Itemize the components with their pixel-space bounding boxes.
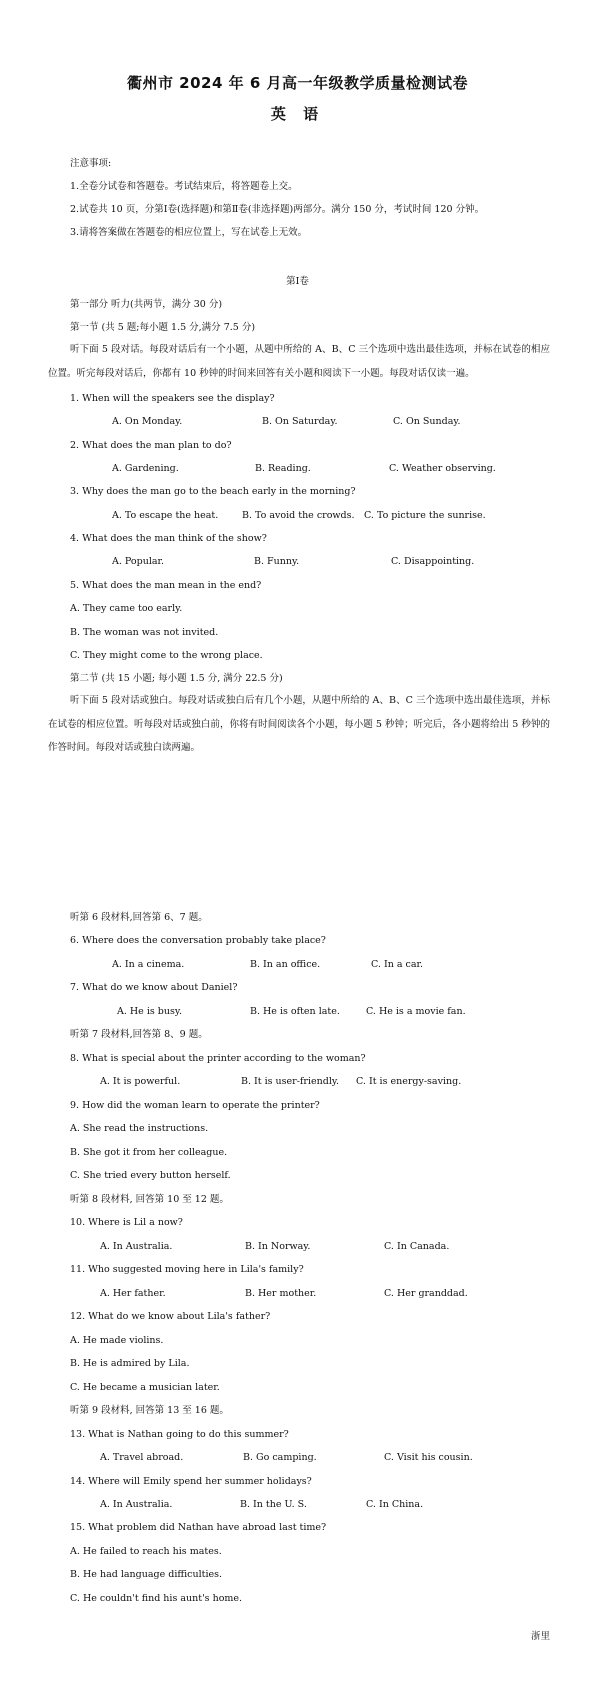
note-item-3: 3.请将答案做在答题卷的相应位置上，写在试卷上无效。 [70,227,308,238]
question-3-option-c: C. To picture the sunrise. [364,510,486,521]
question-9-option-b: B. She got it from her colleague. [70,1147,228,1158]
question-11-option-c: C. Her granddad. [384,1288,468,1299]
question-13-option-b: B. Go camping. [243,1452,317,1463]
question-2-stem: 2. What does the man plan to do? [70,440,232,451]
question-5-option-c: C. They might come to the wrong place. [70,650,263,661]
question-15-option-c: C. He couldn't find his aunt's home. [70,1593,243,1604]
material-7-heading: 听第 7 段材料,回答第 8、9 题。 [70,1029,208,1040]
question-15-option-b: B. He had language difficulties. [70,1569,222,1580]
question-15-option-a: A. He failed to reach his mates. [70,1546,222,1557]
question-5-option-a: A. They came too early. [70,603,183,614]
question-6-option-c: C. In a car. [371,959,424,970]
question-14-option-c: C. In China. [366,1499,424,1510]
section1-heading: 第一节 (共 5 题;每小题 1.5 分,满分 7.5 分) [70,322,256,333]
question-1-option-c: C. On Sunday. [393,416,461,427]
question-13-stem: 13. What is Nathan going to do this summer? [70,1429,289,1440]
question-10-option-a: A. In Australia. [100,1241,173,1252]
question-8-stem: 8. What is special about the printer according to the woman? [70,1053,366,1064]
question-4-option-a: A. Popular. [112,556,165,567]
note-item-1: 1.全卷分试卷和答题卷。考试结束后，将答题卷上交。 [70,181,298,192]
question-10-option-c: C. In Canada. [384,1241,450,1252]
question-2-option-a: A. Gardening. [112,463,179,474]
question-6-option-b: B. In an office. [250,959,321,970]
subject-title: 英 语 [270,105,325,123]
question-1-option-a: A. On Monday. [112,416,183,427]
notes-heading: 注意事项: [70,158,112,169]
question-3-stem: 3. Why does the man go to the beach early in the morning? [70,486,356,497]
question-4-stem: 4. What does the man think of the show? [70,533,267,544]
question-7-option-b: B. He is often late. [250,1006,340,1017]
section1-instructions: 听下面 5 段对话。每段对话后有一个小题，从题中所给的 A、B、C 三个选项中选出最佳选项，并标在试卷的相应位置。听完每段对话后，你都有 10 秒钟的时间来回答有关小题和阅读下一小题。每段对话仅读一遍。 [48,344,550,379]
question-12-stem: 12. What do we know about Lila's father? [70,1311,271,1322]
question-8-option-b: B. It is user-friendly. [241,1076,339,1087]
question-4-option-c: C. Disappointing. [391,556,475,567]
question-4-option-b: B. Funny. [254,556,300,567]
question-7-stem: 7. What do we know about Daniel? [70,982,238,993]
part1-heading: 第一部分 听力(共两节，满分 30 分) [70,299,223,310]
question-2-option-c: C. Weather observing. [389,463,496,474]
section2-heading: 第二节 (共 15 小题; 每小题 1.5 分, 满分 22.5 分) [70,673,283,684]
question-9-stem: 9. How did the woman learn to operate the printer? [70,1100,320,1111]
question-11-option-a: A. Her father. [100,1288,166,1299]
section2-instructions: 听下面 5 段对话或独白。每段对话或独白后有几个小题，从题中所给的 A、B、C 三个选项中选出最佳选项，并标在试卷的相应位置。听每段对话或独白前，你将有时间阅读各个小题，每小题 5 秒钟；听完后，各小题将给出 5 秒钟的作答时间。每段对话或独白读两遍。 [48,695,550,753]
material-9-heading: 听第 9 段材料, 回答第 13 至 16 题。 [70,1405,229,1416]
footer-watermark: 浙里 [530,1631,550,1642]
question-10-option-b: B. In Norway. [245,1241,311,1252]
question-7-option-a: A. He is busy. [117,1006,182,1017]
question-8-option-c: C. It is energy-saving. [356,1076,462,1087]
question-14-stem: 14. Where will Emily spend her summer holidays? [70,1476,312,1487]
question-6-option-a: A. In a cinema. [112,959,185,970]
question-5-stem: 5. What does the man mean in the end? [70,580,262,591]
material-8-heading: 听第 8 段材料, 回答第 10 至 12 题。 [70,1194,229,1205]
question-15-stem: 15. What problem did Nathan have abroad last time? [70,1522,327,1533]
question-11-option-b: B. Her mother. [245,1288,317,1299]
question-1-option-b: B. On Saturday. [262,416,338,427]
question-5-option-b: B. The woman was not invited. [70,627,219,638]
material-6-heading: 听第 6 段材料,回答第 6、7 题。 [70,912,208,923]
question-14-option-b: B. In the U. S. [240,1499,307,1510]
volume-heading: 第Ⅰ卷 [286,276,309,287]
question-14-option-a: A. In Australia. [100,1499,173,1510]
question-12-option-b: B. He is admired by Lila. [70,1358,190,1369]
question-9-option-c: C. She tried every button herself. [70,1170,231,1181]
question-12-option-c: C. He became a musician later. [70,1382,220,1393]
question-9-option-a: A. She read the instructions. [70,1123,209,1134]
question-13-option-c: C. Visit his cousin. [384,1452,473,1463]
question-1-stem: 1. When will the speakers see the display? [70,393,275,404]
exam-title: 衢州市 2024 年 6 月高一年级教学质量检测试卷 [126,74,469,92]
note-item-2: 2.试卷共 10 页，分第Ⅰ卷(选择题)和第Ⅱ卷(非选择题)两部分。满分 150 分，考试时间 120 分钟。 [70,204,485,215]
question-3-option-a: A. To escape the heat. [112,510,219,521]
question-3-option-b: B. To avoid the crowds. [242,510,355,521]
question-13-option-a: A. Travel abroad. [100,1452,184,1463]
question-10-stem: 10. Where is Lil a now? [70,1217,183,1228]
question-12-option-a: A. He made violins. [70,1335,164,1346]
question-2-option-b: B. Reading. [255,463,311,474]
question-6-stem: 6. Where does the conversation probably take place? [70,935,326,946]
question-11-stem: 11. Who suggested moving here in Lila's family? [70,1264,304,1275]
question-7-option-c: C. He is a movie fan. [366,1006,466,1017]
question-8-option-a: A. It is powerful. [100,1076,181,1087]
